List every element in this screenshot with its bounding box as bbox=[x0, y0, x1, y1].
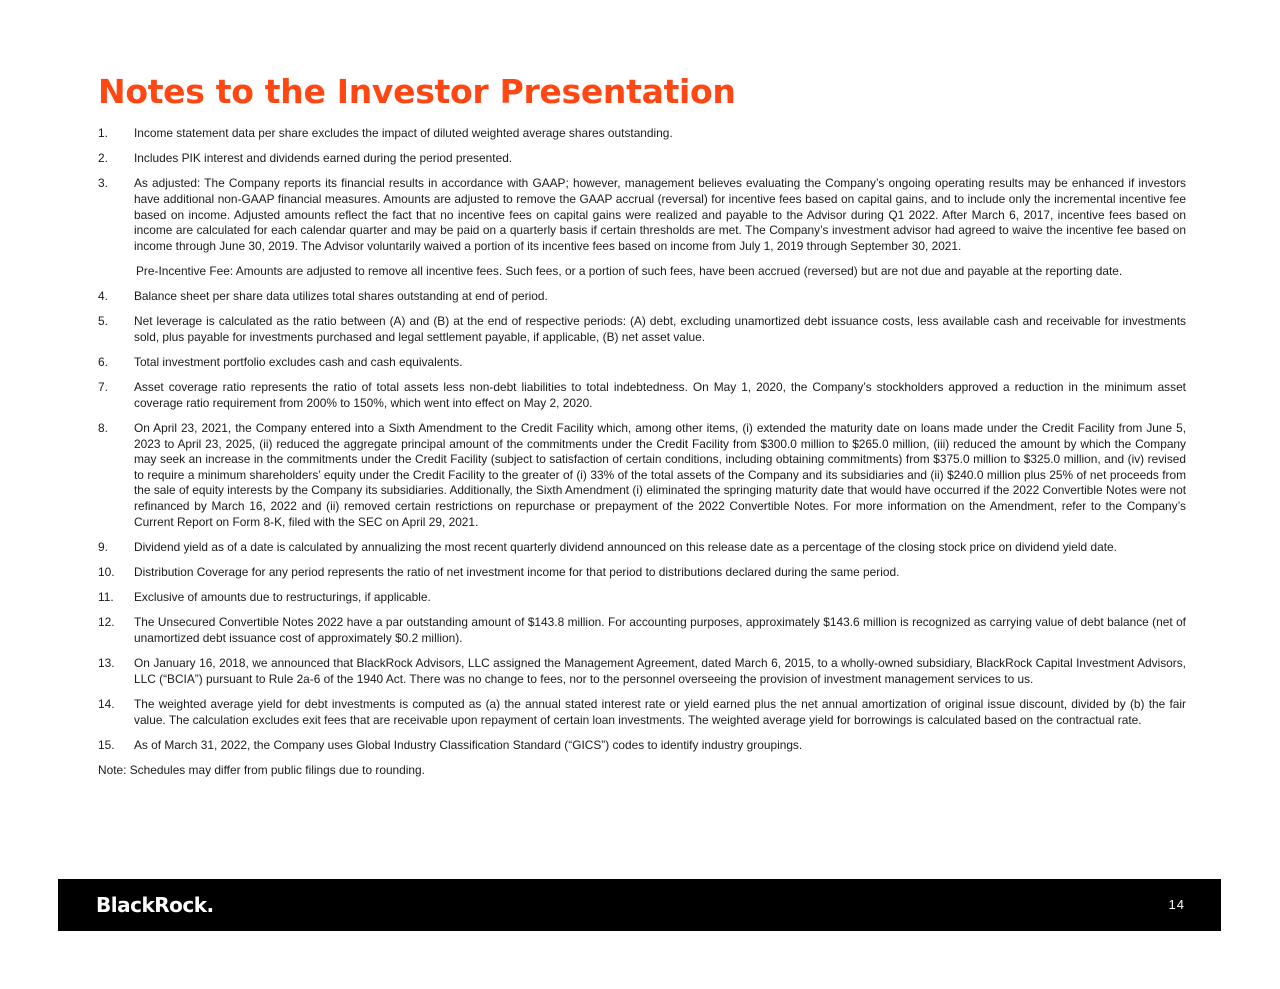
note-13 bbox=[98, 656, 1186, 687]
note-text: Income statement data per share excludes the impact of diluted weighted average shares outstanding. bbox=[134, 126, 673, 140]
note-text: On April 23, 2021, the Company entered into a Sixth Amendment to the Credit Facility which, among other items, (i) extended the maturity date on loans made under the Credit Facility from June 5, 2023 to April 23, 2025, (ii) reduced the aggregate principal amount of the commitments under the Credit Facility from $300.0 million to $265.0 million, (iii) reduced the amount by which the Company may seek an increase in the commitments under the Credit Facility (subject to satisfaction of certain conditions, including obtaining commitments) from $375.0 million to $325.0 million, and (iv) revised to require a minimum shareholders’ equity under the Credit Facility to the greater of (i) 33% of the total assets of the Company and its subsidiaries and (ii) $240.0 million plus 25% of net proceeds from the sale of equity interests by the Company its subsidiaries. Additionally, the Sixth Amendment (i) eliminated the springing maturity date that would have occurred if the 2022 Convertible Notes were not refinanced by March 16, 2022 and (ii) removed certain restrictions on repurchase or prepayment of the 2022 Convertible Notes. For more information on the Amendment, refer to the Company’s Current Report on Form 8-K, filed with the SEC on April 29, 2021. bbox=[134, 421, 1186, 529]
note-number: 3. bbox=[98, 176, 108, 191]
note-text: Net leverage is calculated as the ratio between (A) and (B) at the end of respective periods: (A) debt, excluding unamortized debt issuance costs, less available cash and receivable for investments sold, plus payable for investments purchased and legal settlement payable, if applicable, (B) net asset value. bbox=[134, 314, 1186, 344]
note-number: 6. bbox=[98, 355, 108, 370]
note-number: 10. bbox=[98, 565, 115, 579]
note-2 bbox=[98, 151, 1186, 167]
note-number: 15. bbox=[98, 737, 115, 752]
note-4 bbox=[98, 289, 1186, 305]
notes-list bbox=[98, 126, 1186, 779]
note-number: 1. bbox=[98, 126, 108, 140]
note-number: 12. bbox=[98, 615, 115, 630]
note-14 bbox=[98, 697, 1186, 728]
note-number: 8. bbox=[98, 421, 108, 436]
note-11 bbox=[98, 590, 1186, 606]
note-8 bbox=[98, 421, 1186, 530]
note-text: On January 16, 2018, we announced that BlackRock Advisors, LLC assigned the Management Agreement, dated March 6, 2015, to a wholly-owned subsidiary, BlackRock Capital Investment Advisors, LLC (“BCIA”) pursuant to Rule 2a-6 of the 1940 Act. There was no change to fees, nor to the personnel overseeing the provision of investment management services to us. bbox=[134, 656, 1186, 686]
note-9 bbox=[98, 540, 1186, 556]
rounding-footnote: Note: Schedules may differ from public filings due to rounding. bbox=[98, 762, 425, 777]
note-number: 9. bbox=[98, 539, 108, 554]
note-6 bbox=[98, 355, 1186, 371]
note-text: Dividend yield as of a date is calculated by annualizing the most recent quarterly dividend announced on this release date as a percentage of the closing stock price on dividend yield date. bbox=[134, 539, 1117, 554]
note-3 bbox=[98, 176, 1186, 254]
note-number: 11. bbox=[98, 590, 114, 605]
note-text: The Unsecured Convertible Notes 2022 have a par outstanding amount of $143.8 million. For accounting purposes, approximately $143.6 million is recognized as carrying value of debt balance (net of unamortized debt issuance cost of approximately $0.2 million). bbox=[134, 615, 1186, 645]
note-text: Distribution Coverage for any period represents the ratio of net investment income for that period to distributions declared during the same period. bbox=[134, 565, 900, 579]
pre-incentive-fee-note: Pre-Incentive Fee: Amounts are adjusted to remove all incentive fees. Such fees, or a portion of such fees, have been accrued (reversed) but are not due and payable at the reporting date. bbox=[136, 263, 1123, 278]
note-15 bbox=[98, 738, 1186, 754]
blackrock-logo: BlackRock. bbox=[96, 893, 214, 917]
note-text: Asset coverage ratio represents the ratio of total assets less non-debt liabilities to total indebtedness. On May 1, 2020, the Company’s stockholders approved a reduction in the minimum asset coverage ratio requirement from 200% to 150%, which went into effect on May 2, 2020. bbox=[134, 380, 1186, 410]
note-text: Total investment portfolio excludes cash and cash equivalents. bbox=[134, 355, 463, 370]
note-number: 4. bbox=[98, 289, 108, 304]
note-7 bbox=[98, 380, 1186, 411]
page-number: 14 bbox=[1168, 897, 1185, 912]
note-text: As of March 31, 2022, the Company uses Global Industry Classification Standard (“GICS”) codes to identify industry groupings. bbox=[134, 737, 803, 752]
note-text: The weighted average yield for debt investments is computed as (a) the annual stated interest rate or yield earned plus the net annual amortization of original issue discount, divided by (b) the fair value. The calculation excludes exit fees that are receivable upon repayment of certain loan investments. The weighted average yield for borrowings is calculated based on the contractual rate. bbox=[134, 696, 1186, 727]
note-5 bbox=[98, 314, 1186, 345]
note-number: 13. bbox=[98, 656, 115, 671]
note-text: As adjusted: The Company reports its financial results in accordance with GAAP; however, management believes evaluating the Company’s ongoing operating results may be enhanced if investors have additional non-GAAP financial measures. Amounts are adjusted to remove the GAAP accrual (reversal) for incentive fees based on capital gains, and to include only the incremental incentive fee based on income. Adjusted amounts reflect the fact that no incentive fees on capital gains were realized and payable to the Advisor during Q1 2022. After March 6, 2017, incentive fees based on income are calculated for each calendar quarter and may be paid on a quarterly basis if certain thresholds are met. The Company’s investment advisor had agreed to waive the incentive fee based on income through June 30, 2019. The Advisor voluntarily waived a portion of its incentive fees based on income from July 1, 2019 through September 30, 2021. bbox=[134, 176, 1186, 253]
note-number: 14. bbox=[98, 696, 115, 711]
note-10 bbox=[98, 565, 1186, 581]
note-number: 2. bbox=[98, 151, 108, 166]
page-title: Notes to the Investor Presentation bbox=[98, 72, 736, 111]
note-number: 5. bbox=[98, 314, 108, 329]
note-number: 7. bbox=[98, 380, 108, 395]
note-text: Balance sheet per share data utilizes total shares outstanding at end of period. bbox=[134, 289, 548, 304]
note-1 bbox=[98, 126, 1186, 142]
note-12 bbox=[98, 615, 1186, 646]
note-text: Includes PIK interest and dividends earned during the period presented. bbox=[134, 151, 513, 166]
footer-bar bbox=[58, 879, 1221, 931]
note-text: Exclusive of amounts due to restructurings, if applicable. bbox=[134, 590, 431, 605]
